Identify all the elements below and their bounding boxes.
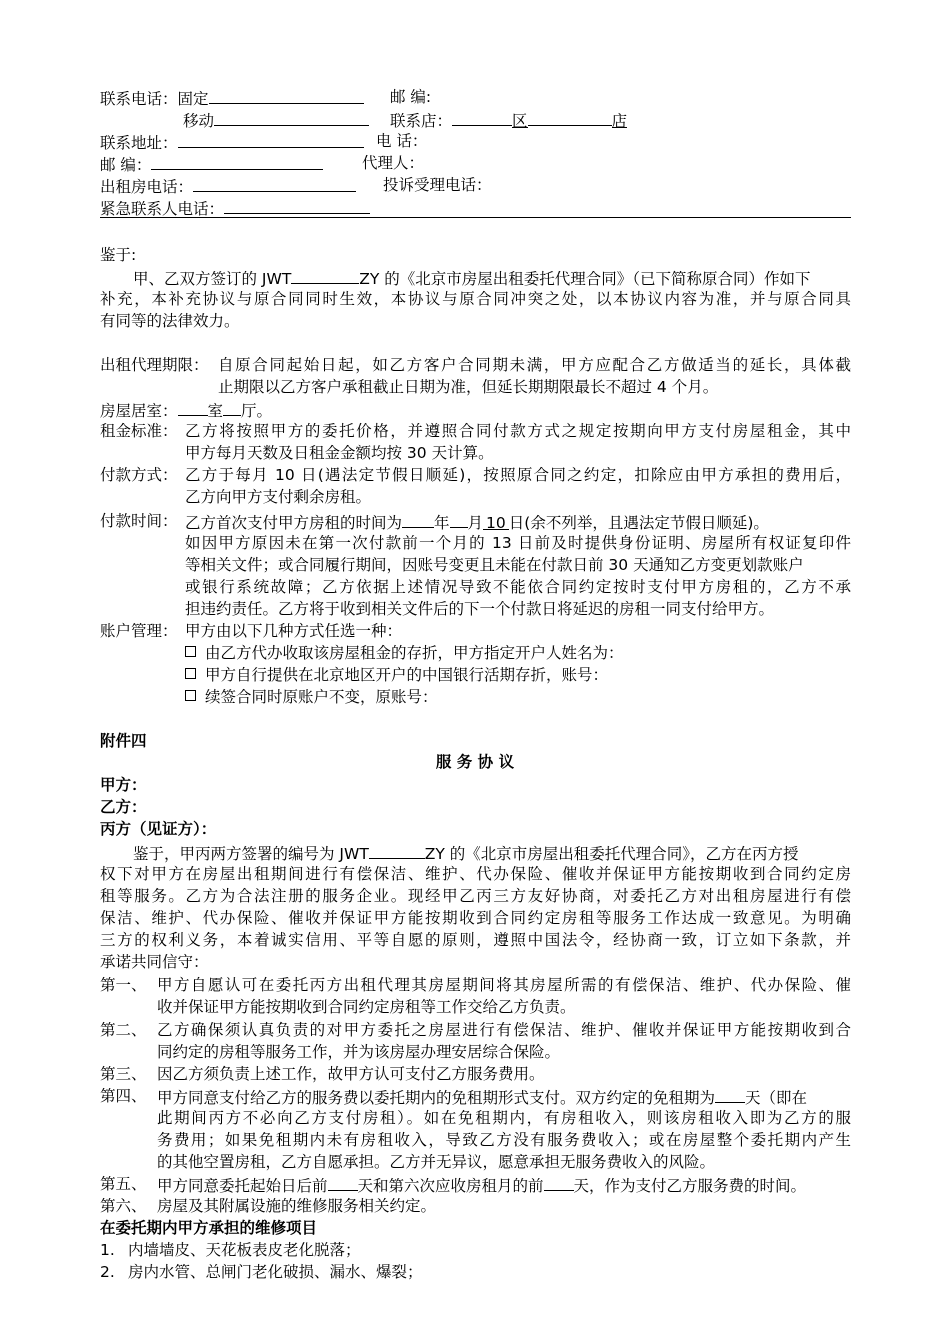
whereas-label: 鉴于: [100, 246, 137, 264]
paytime-line3: 等相关文件；或合同履行期间，因账号变更且未能在付款日前 30 天通知乙方变更划款账户 [185, 556, 804, 574]
account-label: 账户管理： [100, 622, 178, 640]
checkbox-option-3[interactable] [185, 690, 196, 701]
clause-4-label: 第四、 [100, 1087, 147, 1105]
pay-month-blank [450, 510, 468, 528]
repair-item-1: 1. 内墙墙皮、天花板表皮老化脱落； [100, 1241, 361, 1259]
store-line: 联系店： 区 店 [390, 108, 627, 130]
repair-item-2: 2. 房内水管、总闸门老化破损、漏水、爆裂； [100, 1263, 423, 1281]
complaint-label: 投诉受理电话： [383, 176, 492, 194]
paymode-label: 付款方式： [100, 466, 178, 484]
paytime-label: 付款时间： [100, 512, 178, 530]
pay-day-value: 10 [483, 512, 509, 530]
rooms-line: 房屋居室： 室 厅。 [100, 398, 272, 420]
room-count-blank [178, 398, 208, 416]
clause-1-line1: 甲方自愿认可在委托丙方出租代理其房屋期间将其房屋所需的有偿保洁、维护、代办保险、催 [157, 976, 851, 994]
section-divider [100, 217, 851, 218]
clause-3-label: 第三、 [100, 1065, 147, 1083]
paytime-line4: 或银行系统故障；乙方依据上述情况导致不能依合同约定按时支付甲方房租的，乙方不承 [185, 578, 851, 596]
fixed-phone-blank [209, 86, 364, 104]
party-a-label: 甲方： [100, 776, 147, 794]
paymode-line2: 乙方向甲方支付剩余房租。 [185, 488, 372, 506]
rent-room-phone-blank [193, 174, 356, 192]
annex-intro-line6: 承诺共同信守： [100, 953, 209, 971]
clause-3-line1: 因乙方须负责上述工作，故甲方认可支付乙方服务费用。 [157, 1065, 545, 1083]
postcode-label: 邮 编: [390, 88, 432, 106]
supplement-p1-line1: 甲、乙双方签订的 JWT ZY 的《北京市房屋出租委托代理合同》（已下简称原合同）作如下 [133, 266, 811, 288]
clause-2-line2: 同约定的房租等服务工作，并为该房屋办理安居综合保险。 [157, 1043, 561, 1061]
party-c-label: 丙方（见证方）： [100, 820, 217, 838]
term-line2: 止期限以乙方客户承租截止日期为准，但延长期期限最长不超过 4 个月。 [218, 378, 719, 396]
clause-1-line2: 收并保证甲方能按期收到合同约定房租等工作交给乙方负责。 [157, 998, 576, 1016]
mobile-line: 移动 [183, 108, 369, 130]
account-intro: 甲方由以下几种方式任选一种： [185, 622, 403, 640]
contact-address-line: 联系地址： [100, 130, 364, 152]
repair-items-title: 在委托期内甲方承担的维修项目 [100, 1219, 318, 1237]
tel-label: 电 话： [376, 132, 428, 150]
account-option-3: 续签合同时原账户不变，原账号： [185, 686, 438, 708]
emergency-line: 紧急联系人电话： [100, 196, 370, 218]
clause-5-label: 第五、 [100, 1175, 147, 1193]
term-label: 出租代理期限： [100, 356, 209, 374]
mobile-phone-blank [214, 108, 369, 126]
address-blank [178, 130, 364, 148]
first-days-blank [328, 1173, 358, 1191]
contract-number-blank [291, 266, 359, 284]
paytime-line1: 乙方首次支付甲方房租的时间为 年 月 10 日(余不列举，且遇法定节假日顺延)。 [185, 510, 769, 532]
clause-6-label: 第六、 [100, 1197, 147, 1215]
annex-intro-line1: 鉴于，甲丙两方签署的编号为 JWT ZY 的《北京市房屋出租委托代理合同》，乙方在丙方授 [133, 841, 799, 863]
rent-label: 租金标准： [100, 422, 178, 440]
checkbox-option-1[interactable] [185, 646, 196, 657]
clause-2-line1: 乙方确保须认真负责的对甲方委托之房屋进行有偿保洁、维护、催收并保证甲方能按期收到合 [157, 1021, 851, 1039]
annex-intro-line3: 租等服务。乙方为合法注册的服务企业。现经甲乙丙三方友好协商，对委托乙方对出租房屋进行有偿 [100, 887, 851, 905]
term-line1: 自原合同起始日起，如乙方客户合同期未满，甲方应配合乙方做适当的延长，具体截 [218, 356, 851, 374]
checkbox-option-2[interactable] [185, 668, 196, 679]
clause-6-line1: 房屋及其附属设施的维修服务相关约定。 [157, 1197, 437, 1215]
account-option-1: 由乙方代办收取该房屋租金的存折，甲方指定开户人姓名为： [185, 642, 624, 664]
rent-free-days-blank [715, 1085, 745, 1103]
party-b-label: 乙方： [100, 798, 147, 816]
rent-line1: 乙方将按照甲方的委托价格，并遵照合同付款方式之规定按期向甲方支付房屋租金，其中 [185, 422, 851, 440]
agent-label: 代理人： [362, 154, 425, 172]
annex-contract-number-blank [369, 841, 425, 859]
sixth-month-days-blank [544, 1173, 574, 1191]
clause-4-line3: 务费用；如果免租期内未有房租收入，导致乙方没有服务费收入；或在房屋整个委托期内产生 [157, 1131, 851, 1149]
annex-intro-line2: 权下对甲方在房屋出租期间进行有偿保洁、维护、代办保险、催收并保证甲方能按期收到合同约定房 [100, 865, 851, 883]
paytime-line5: 担违约责任。乙方将于收到相关文件后的下一个付款日将延迟的房租一同支付给甲方。 [185, 600, 775, 618]
paymode-line1: 乙方于每月 10 日(遇法定节假日顺延)，按照原合同之约定，扣除应由甲方承担的费用后， [185, 466, 851, 484]
clause-4-line1: 甲方同意支付给乙方的服务费以委托期内的免租期形式支付。双方约定的免租期为 天（即在 [157, 1085, 807, 1107]
paytime-line2: 如因甲方原因未在第一次付款前一个月的 13 日前及时提供身份证明、房屋所有权证复印件 [185, 534, 851, 552]
supplement-p1-line2: 补充，本补充协议与原合同同时生效，本协议与原合同冲突之处，以本协议内容为准，并与原合同具 [100, 290, 851, 308]
emergency-blank [224, 196, 370, 214]
contact-phone-line: 联系电话：固定 [100, 86, 364, 108]
annex-intro-line5: 三方的权利义务，本着诚实信用、平等自愿的原则，遵照中国法令，经协商一致，订立如下条款，并 [100, 931, 851, 949]
annex-label: 附件四 [100, 732, 147, 750]
rent-room-phone-line: 出租房电话： [100, 174, 356, 196]
account-option-2: 甲方自行提供在北京地区开户的中国银行活期存折，账号： [185, 664, 608, 686]
annex-intro-line4: 保洁、维护、代办保险、催收并保证甲方能按期收到合同约定房租等服务工作达成一致意见。为明确 [100, 909, 851, 927]
rent-line2: 甲方每月天数及日租金金额均按 30 天计算。 [185, 444, 494, 462]
pay-year-blank [402, 510, 434, 528]
annex-title: 服 务 协 议 [435, 753, 515, 771]
clause-2-label: 第二、 [100, 1021, 147, 1039]
clause-1-label: 第一、 [100, 976, 147, 994]
hall-count-blank [223, 398, 241, 416]
supplement-p1-line3: 有同等的法律效力。 [100, 312, 240, 330]
clause-5-line1: 甲方同意委托起始日后前 天和第六次应收房租月的前 天，作为支付乙方服务费的时间。 [157, 1173, 806, 1195]
clause-4-line4: 的其他空置房租，乙方自愿承担。乙方并无异议，愿意承担无服务费收入的风险。 [157, 1153, 716, 1171]
postcode-blank [151, 152, 323, 170]
postcode-line: 邮 编： [100, 152, 323, 174]
clause-4-line2: 此期间丙方不必向乙方支付房租）。如在免租期内，有房租收入，则该房租收入即为乙方的服 [157, 1109, 851, 1127]
